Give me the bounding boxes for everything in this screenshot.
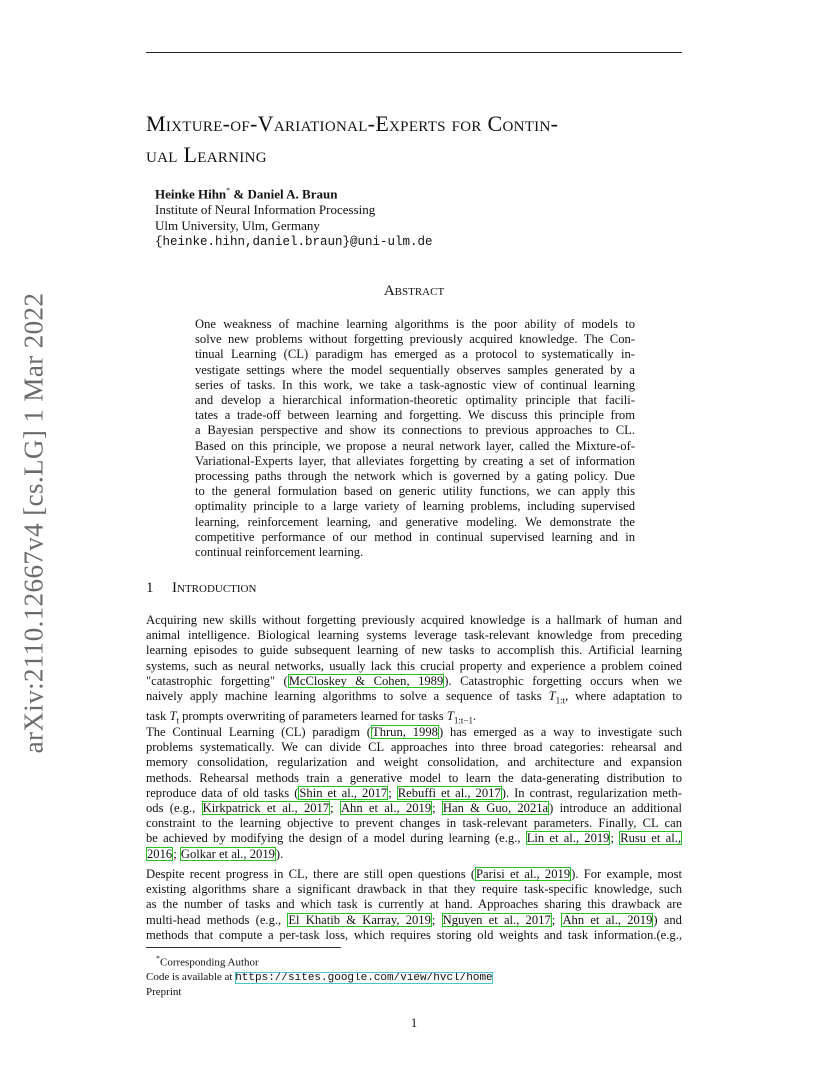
section-heading-introduction: [146, 580, 256, 597]
affiliation-line-2: Ulm University, Ulm, Germany: [155, 218, 320, 234]
citation-link[interactable]: El Khatib & Karray, 2019: [288, 912, 431, 927]
footnotes: [146, 952, 493, 999]
citation-link[interactable]: McCloskey & Cohen, 1989: [288, 673, 444, 688]
section-title: Introduction: [172, 580, 257, 596]
paragraph-line: animal intelligence. Biological learning systems leverage task-relevant knowledge from preceding: [146, 628, 682, 643]
math-symbol: T: [169, 708, 177, 723]
paragraph-line: The Continual Learning (CL) paradigm (Thrun, 1998) has emerged as a way to investigate such: [146, 725, 683, 739]
paragraph-line: systems, such as neural networks, usually lack this crucial property and experience a problem coined: [146, 658, 682, 673]
affiliation-line-1: Institute of Neural Information Processing: [155, 202, 376, 218]
citation-link[interactable]: Parisi et al., 2019: [476, 867, 571, 881]
abstract-line: Based on this principle, we propose a neural network layer, called the Mixture-of-: [195, 438, 635, 453]
abstract-line: processing paths through the network which is governed by a gating policy. Due: [195, 469, 635, 484]
math-symbol: T: [548, 689, 556, 704]
title-line-1: Mixture-of-Variational-Experts for Contin-: [146, 111, 559, 136]
paragraph-line: problems systematically. We can divide CL approaches into three broad categories: rehearsal and: [146, 740, 682, 755]
paragraph-line: Acquiring new skills without forgetting previously acquired knowledge is a hallmark of human and: [146, 613, 682, 627]
abstract-line: tinual Learning (CL) paradigm has emerged as a protocol to systematically in-: [195, 347, 635, 362]
citation-link[interactable]: Han & Guo, 2021a: [442, 801, 549, 816]
paper-title: [146, 108, 686, 170]
paragraph-line: naively apply machine learning algorithms to solve a sequence of tasks $T_{1:t}$, where adaptation to: [146, 689, 683, 706]
abstract-line: solve new problems without forgetting previously acquired knowledge. The Con-: [195, 332, 635, 347]
intro-paragraph-1: [146, 613, 682, 728]
citation-link[interactable]: Ahn et al., 2019: [562, 912, 653, 927]
footnote-corresponding: *Corresponding Author: [156, 954, 259, 969]
abstract-line: learning, reinforcement learning, and generative modeling. We demonstrate the: [195, 514, 635, 529]
footnote-rule: [146, 947, 341, 948]
top-rule: [146, 52, 682, 53]
arxiv-stamp-text: arXiv:2110.12667v4 [cs.LG] 1 Mar 2022: [18, 292, 49, 754]
citation-link[interactable]: Kirkpatrick et al., 2017: [202, 801, 330, 816]
abstract-line: continual reinforcement learning.: [195, 545, 364, 560]
abstract-line: a Bayesian perspective and show its connections to previous approaches to CL.: [195, 423, 635, 438]
abstract-line: tates a trade-off between learning and forgetting. We discuss this principle from: [195, 408, 635, 423]
math-subscript: 1:t: [555, 695, 566, 706]
paragraph-line: be achieved by modifying the design of a model during learning (e.g., Lin et al., 2019; Rusu et al.,: [146, 831, 681, 846]
citation-link[interactable]: Thrun, 1998: [372, 725, 438, 739]
citation-link[interactable]: Golkar et al., 2019: [180, 846, 275, 861]
citation-link[interactable]: Nguyen et al., 2017: [442, 912, 551, 927]
math-subscript: t: [176, 715, 179, 726]
code-url-link[interactable]: https://sites.google.com/view/hvcl/home: [235, 971, 493, 984]
intro-paragraph-3: [146, 867, 682, 943]
author-email: {heinke.hihn,daniel.braun}@uni-ulm.de: [155, 235, 433, 250]
page-number: 1: [410, 1016, 418, 1030]
section-number: 1: [146, 580, 154, 596]
abstract-heading: Abstract: [383, 283, 445, 299]
abstract-line: vestigate settings where the model sequentially observes samples generated by a: [195, 362, 635, 377]
paragraph-line: multi-head methods (e.g., El Khatib & Karray, 2019; Nguyen et al., 2017; Ahn et al., 2019) and: [146, 912, 682, 927]
citation-link[interactable]: Lin et al., 2019: [526, 831, 610, 846]
abstract-body: [195, 317, 635, 560]
paragraph-line: reproduce data of old tasks (Shin et al., 2017; Rebuffi et al., 2017). In contrast, regularization meth-: [146, 785, 682, 800]
paragraph-line: existing algorithms share a significant drawback in that they require task-specific knowledge, such: [146, 882, 682, 897]
arxiv-stamp: [4, 293, 64, 753]
citation-link[interactable]: Rusu et al.,: [620, 831, 681, 846]
paragraph-line: as the number of tasks and which task is currently at hand. Approaches sharing this drawback are: [146, 897, 682, 912]
abstract-line: series of tasks. In this work, we take a task-agnostic view of continual learning: [195, 377, 635, 392]
paragraph-line: learning episodes to guide subsequent learning of new tasks to accomplish this. Artificial learning: [146, 643, 682, 658]
abstract-line: Variational-Experts layer, that alleviates forgetting by creating a set of information: [195, 453, 635, 468]
abstract-line: optimality principle to a large variety of learning problems, including supervised: [195, 499, 635, 514]
title-line-2: ual Learning: [146, 142, 267, 167]
intro-paragraph-2: [146, 725, 682, 862]
author-names: Heinke Hihn* & Daniel A. Braun: [155, 186, 338, 202]
footnote-preprint: Preprint: [146, 985, 182, 998]
footnote-code: Code is available at https://sites.google.com/view/hvcl/home: [146, 970, 493, 984]
paragraph-line: 2016; Golkar et al., 2019).: [147, 846, 284, 861]
abstract-line: and develop a hierarchical information-theoretic optimality principle that facili-: [195, 393, 635, 408]
math-subscript: 1:t−1: [453, 715, 473, 726]
citation-link[interactable]: Ahn et al., 2019: [340, 801, 432, 816]
paragraph-line: "catastrophic forgetting" (McCloskey & Cohen, 1989). Catastrophic forgetting occurs when we: [146, 673, 682, 688]
abstract-line: competitive performance of our method in continual supervised learning and in: [195, 529, 635, 544]
paragraph-line: methods. Rehearsal methods train a generative model to learn the data-generating distribution to: [146, 770, 682, 785]
paragraph-line: constraint to the learning objective to prevent changes in task-relevant parameters. Finally, CL can: [146, 816, 682, 831]
citation-link[interactable]: 2016: [147, 846, 173, 861]
abstract-line: to the general formulation based on generic utility functions, we can apply this: [195, 484, 635, 499]
paragraph-line: methods that compute a per-task loss, which requires storing old weights and task information.(e.g.,: [146, 927, 682, 942]
paragraph-line: Despite recent progress in CL, there are still open questions (Parisi et al., 2019). For example, most: [146, 867, 682, 881]
citation-link[interactable]: Rebuffi et al., 2017: [397, 785, 501, 800]
paragraph-line: task $T_t$ prompts overwriting of parameters learned for tasks $T_{1:t-1}$.: [146, 708, 477, 726]
paragraph-line: ods (e.g., Kirkpatrick et al., 2017; Ahn et al., 2019; Han & Guo, 2021a) introduce an additional: [146, 801, 682, 816]
corresponding-mark: *: [226, 186, 231, 195]
math-symbol: T: [446, 708, 454, 723]
author-block: [155, 183, 433, 250]
paragraph-line: memory consolidation, regularization and weight consolidation, and architecture and expansion: [146, 755, 682, 770]
abstract-line: One weakness of machine learning algorithms is the poor ability of models to: [195, 317, 635, 331]
citation-link[interactable]: Shin et al., 2017: [299, 785, 388, 800]
